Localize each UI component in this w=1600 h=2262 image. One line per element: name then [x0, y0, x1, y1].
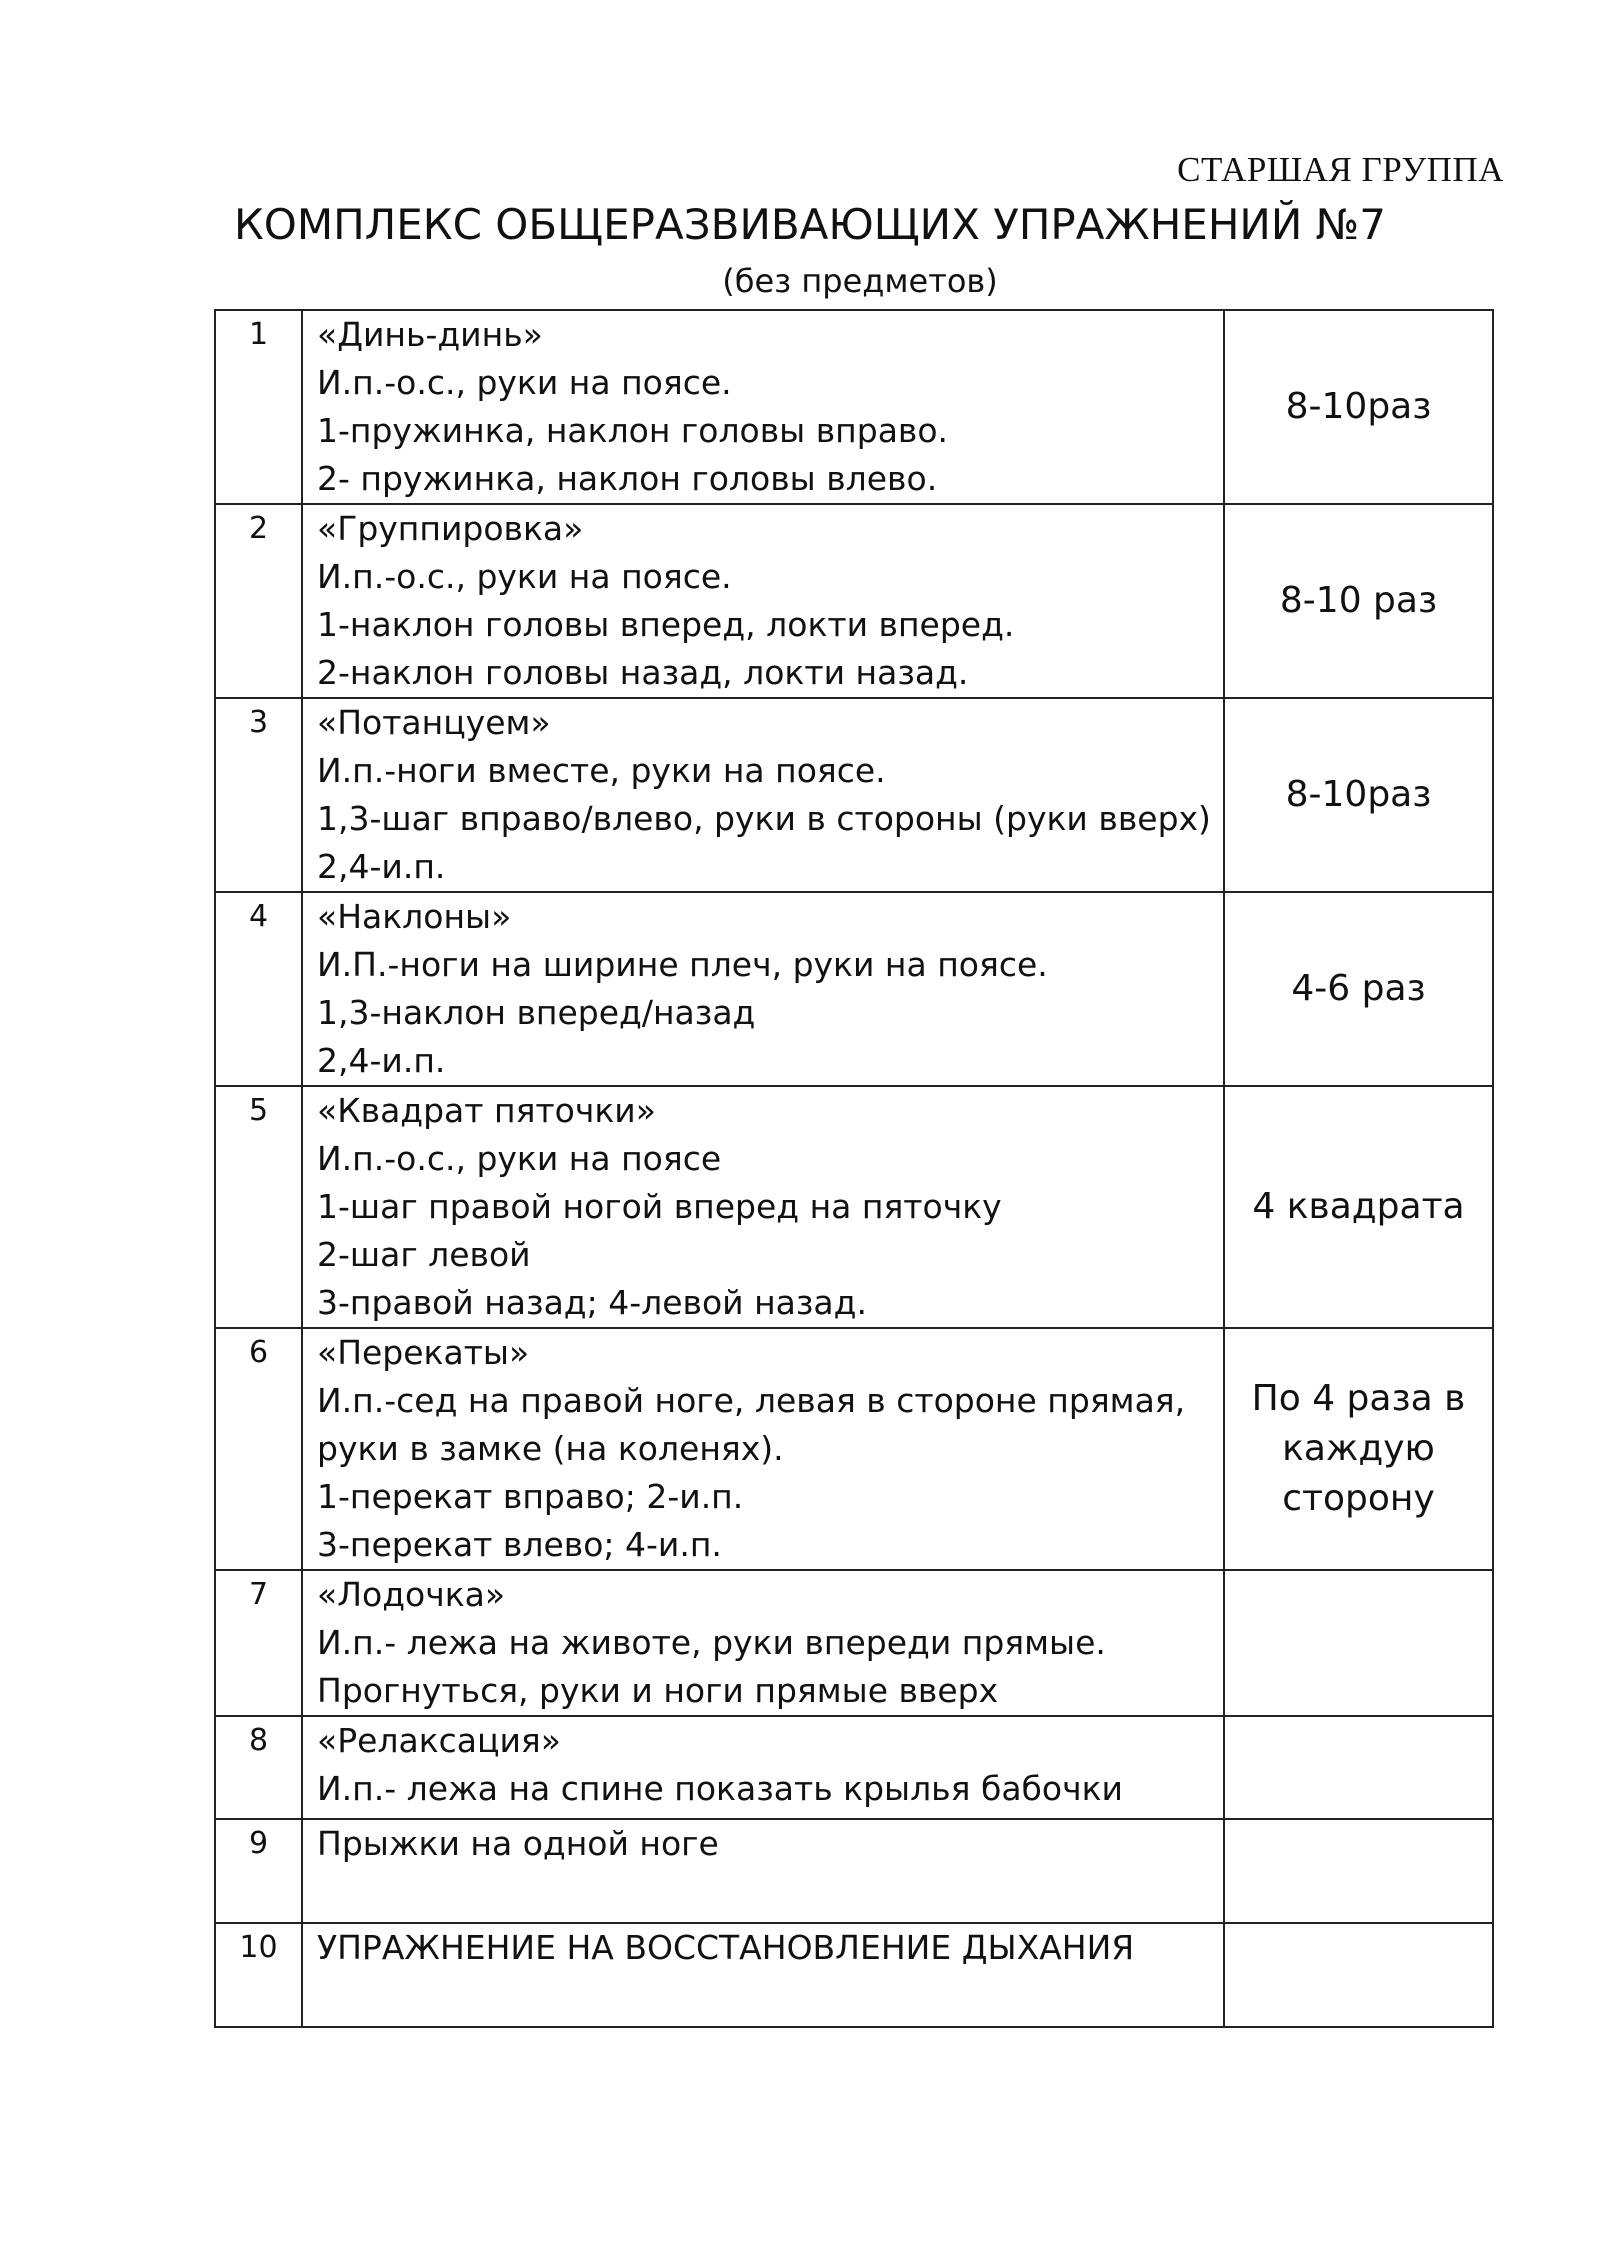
exercise-name: «Динь-динь» — [317, 315, 543, 354]
repetitions-text: 8-10раз — [1285, 386, 1432, 427]
exercise-number: 4 — [215, 892, 302, 1086]
exercise-instruction-line: 1-шаг правой ногой вперед на пяточку — [317, 1187, 1002, 1226]
table-row — [215, 1086, 1493, 1328]
exercise-repetitions — [1224, 892, 1493, 1086]
exercise-instruction-line: 2-шаг левой — [317, 1235, 531, 1274]
exercise-number: 10 — [215, 1923, 302, 2027]
exercise-name: «Наклоны» — [317, 897, 512, 936]
exercise-repetitions — [1224, 310, 1493, 504]
exercise-instruction-line: 1,3-наклон вперед/назад — [317, 993, 756, 1032]
exercise-name: Прыжки на одной ноге — [317, 1824, 719, 1863]
exercise-repetitions — [1224, 698, 1493, 892]
exercise-description — [302, 1086, 1224, 1328]
repetitions-text: каждую — [1282, 1428, 1435, 1469]
exercise-instruction-line: И.п.-о.с., руки на поясе. — [317, 557, 732, 596]
table-row — [215, 1328, 1493, 1570]
exercise-description — [302, 698, 1224, 892]
exercise-instruction-line: И.п.-сед на правой ноге, левая в стороне прямая, — [317, 1381, 1186, 1420]
exercise-instruction-line: И.П.-ноги на ширине плеч, руки на поясе. — [317, 945, 1048, 984]
exercise-description — [302, 1819, 1224, 1923]
exercise-repetitions — [1224, 1923, 1493, 2027]
exercise-number: 2 — [215, 504, 302, 698]
exercise-instruction-line: 2,4-и.п. — [317, 847, 446, 886]
exercise-name: «Лодочка» — [317, 1575, 506, 1614]
exercise-repetitions — [1224, 1328, 1493, 1570]
exercise-description — [302, 310, 1224, 504]
repetitions-text: 4-6 раз — [1291, 968, 1426, 1009]
exercise-instruction-line: 2- пружинка, наклон головы влево. — [317, 459, 938, 498]
exercise-description — [302, 892, 1224, 1086]
table-row — [215, 1570, 1493, 1716]
exercise-description — [302, 1570, 1224, 1716]
exercise-number: 1 — [215, 310, 302, 504]
exercise-description — [302, 1923, 1224, 2027]
exercise-instruction-line: 1-пружинка, наклон головы вправо. — [317, 411, 949, 450]
table-row — [215, 1923, 1493, 2027]
exercise-instruction-line: 1,3-шаг вправо/влево, руки в стороны (руки вверх) — [317, 799, 1211, 838]
exercise-table-body — [215, 310, 1493, 2027]
exercise-number: 9 — [215, 1819, 302, 1923]
table-row — [215, 1819, 1493, 1923]
repetitions-text: сторону — [1282, 1478, 1435, 1519]
exercise-instruction-line: 3-перекат влево; 4-и.п. — [317, 1525, 722, 1564]
exercise-number: 5 — [215, 1086, 302, 1328]
exercise-repetitions — [1224, 1086, 1493, 1328]
exercise-number: 8 — [215, 1716, 302, 1819]
exercise-instruction-line: 2-наклон головы назад, локти назад. — [317, 653, 969, 692]
table-row — [215, 892, 1493, 1086]
table-row — [215, 698, 1493, 892]
group-label: СТАРШАЯ ГРУППА — [1177, 150, 1504, 189]
exercise-instruction-line: И.п.- лежа на спине показать крылья бабочки — [317, 1769, 1123, 1808]
exercise-name: УПРАЖНЕНИЕ НА ВОССТАНОВЛЕНИЕ ДЫХАНИЯ — [317, 1928, 1135, 1967]
exercise-instruction-line: И.п.- лежа на животе, руки впереди прямые. — [317, 1623, 1106, 1662]
exercise-description — [302, 1328, 1224, 1570]
exercise-instruction-line: И.п.-о.с., руки на поясе. — [317, 363, 732, 402]
exercise-instruction-line: 1-перекат вправо; 2-и.п. — [317, 1477, 744, 1516]
exercise-repetitions — [1224, 1819, 1493, 1923]
exercise-number: 7 — [215, 1570, 302, 1716]
repetitions-text: 4 квадрата — [1252, 1186, 1465, 1227]
exercise-number: 6 — [215, 1328, 302, 1570]
exercise-instruction-line: 1-наклон головы вперед, локти вперед. — [317, 605, 1015, 644]
exercise-repetitions — [1224, 1570, 1493, 1716]
exercise-repetitions — [1224, 1716, 1493, 1819]
repetitions-text: По 4 раза в — [1251, 1378, 1466, 1419]
table-row — [215, 310, 1493, 504]
table-row — [215, 1716, 1493, 1819]
exercise-repetitions — [1224, 504, 1493, 698]
exercise-instruction-line: И.п.-о.с., руки на поясе — [317, 1139, 722, 1178]
exercise-instruction-line: И.п.-ноги вместе, руки на поясе. — [317, 751, 886, 790]
exercise-number: 3 — [215, 698, 302, 892]
page-title: КОМПЛЕКС ОБЩЕРАЗВИВАЮЩИХ УПРАЖНЕНИЙ №7 — [233, 200, 1386, 249]
exercise-table — [214, 309, 1494, 2028]
exercise-instruction-line: Прогнуться, руки и ноги прямые вверх — [317, 1671, 999, 1710]
exercise-instruction-line: 2,4-и.п. — [317, 1041, 446, 1080]
repetitions-text: 8-10 раз — [1279, 580, 1438, 621]
exercise-name: «Потанцуем» — [317, 703, 551, 742]
exercise-name: «Перекаты» — [317, 1333, 530, 1372]
exercise-description — [302, 504, 1224, 698]
exercise-instruction-line: 3-правой назад; 4-левой назад. — [317, 1283, 867, 1322]
exercise-name: «Квадрат пяточки» — [317, 1091, 656, 1130]
exercise-instruction-line: руки в замке (на коленях). — [317, 1429, 784, 1468]
exercise-name: «Релаксация» — [317, 1721, 561, 1760]
table-row — [215, 504, 1493, 698]
exercise-name: «Группировка» — [317, 509, 584, 548]
repetitions-text: 8-10раз — [1285, 774, 1432, 815]
page-subtitle: (без предметов) — [722, 262, 998, 300]
exercise-description — [302, 1716, 1224, 1819]
